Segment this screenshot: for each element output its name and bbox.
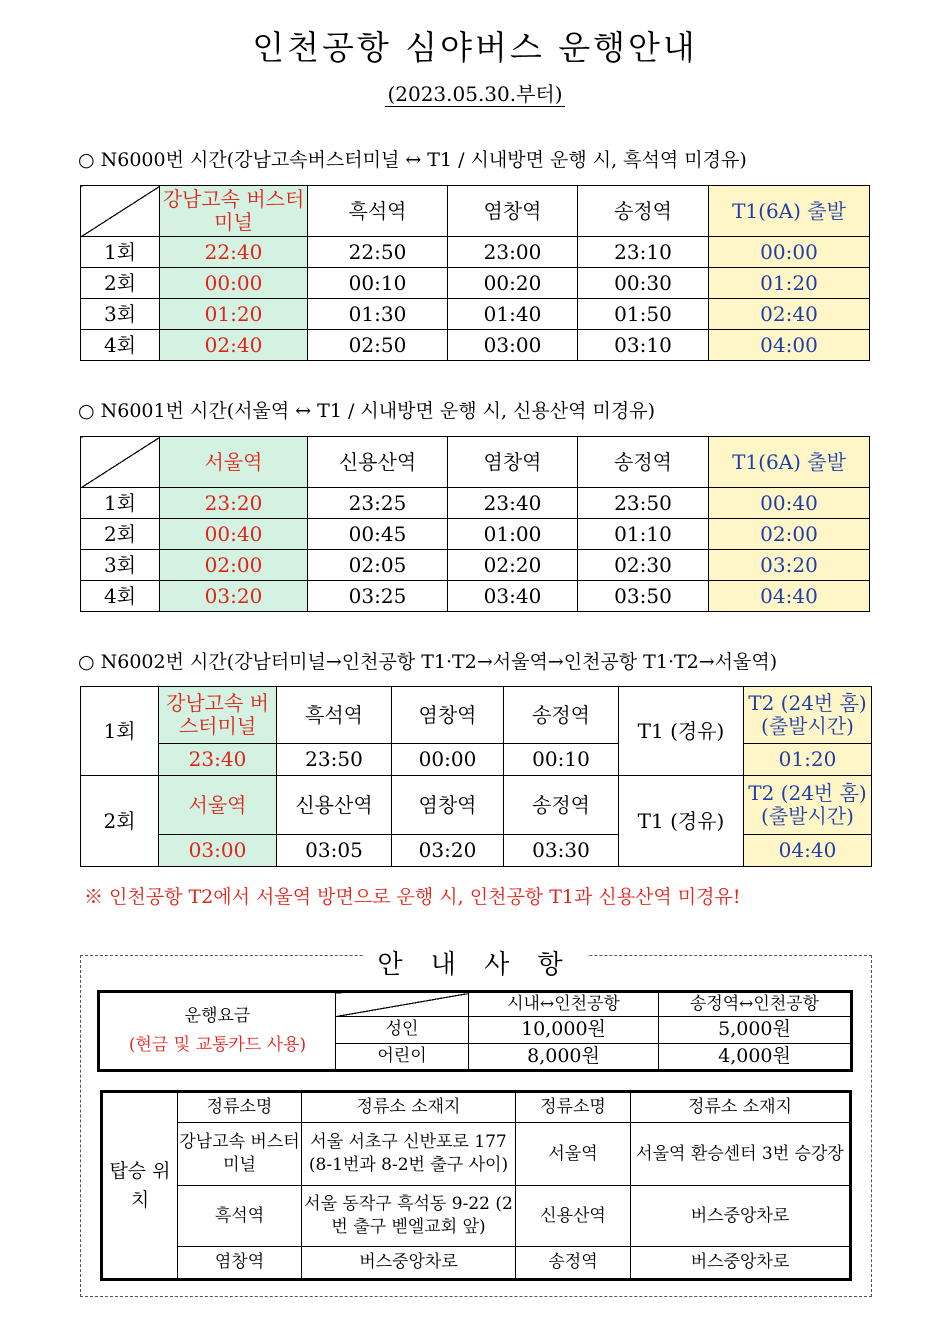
time-cell: 23:50 xyxy=(277,744,392,776)
corner-cell xyxy=(336,993,469,1017)
time-cell: 04:40 xyxy=(709,581,870,612)
col-header: 염창역 xyxy=(448,186,578,237)
time-cell: 03:00 xyxy=(159,835,277,867)
col-header: 송정역 xyxy=(578,437,709,488)
col-header: 송정역 xyxy=(504,776,619,835)
time-cell: 03:40 xyxy=(448,581,578,612)
stop-name: 송정역 xyxy=(516,1247,631,1279)
trip-label: 4회 xyxy=(81,330,160,361)
time-cell: 01:20 xyxy=(744,744,872,776)
time-cell: 03:00 xyxy=(448,330,578,361)
time-cell: 02:40 xyxy=(160,330,308,361)
table-row xyxy=(103,1247,850,1279)
table-row xyxy=(81,299,870,330)
time-cell: 00:40 xyxy=(709,488,870,519)
time-cell: 03:50 xyxy=(578,581,709,612)
n6002-heading: ○ N6002번 시간(강남터미널→인천공항 T1·T2→서울역→인천공항 T1·T2→서울역) xyxy=(78,651,778,673)
trip-label: 1회 xyxy=(81,488,160,519)
col-header: 염창역 xyxy=(392,776,504,835)
trip-label: 1회 xyxy=(81,237,160,268)
info-title-text: 안 내 사 항 xyxy=(363,950,586,980)
table-row xyxy=(103,1186,850,1247)
time-cell: 01:50 xyxy=(578,299,709,330)
time-cell: 02:20 xyxy=(448,550,578,581)
col-header: T2 (24번 홈) (출발시간) xyxy=(744,776,872,835)
trip-label: 2회 xyxy=(81,776,159,867)
col-header: 신용산역 xyxy=(277,776,392,835)
trip-label: 3회 xyxy=(81,299,160,330)
time-cell: 23:00 xyxy=(448,237,578,268)
col-header: T1(6A) 출발 xyxy=(709,186,870,237)
n6001-heading: ○ N6001번 시간(서울역 ↔ T1 / 시내방면 운행 시, 신용산역 미경유) xyxy=(78,400,655,422)
time-cell: 23:25 xyxy=(308,488,448,519)
table-row xyxy=(81,268,870,299)
col-header: 송정역↔인천공항 xyxy=(659,993,851,1017)
time-cell: 03:25 xyxy=(308,581,448,612)
time-cell: 02:30 xyxy=(578,550,709,581)
info-title xyxy=(80,944,870,981)
col-header: 송정역 xyxy=(504,687,619,744)
time-cell: 22:50 xyxy=(308,237,448,268)
time-cell: 01:40 xyxy=(448,299,578,330)
col-header: 시내↔인천공항 xyxy=(469,993,659,1017)
corner-cell xyxy=(81,186,160,237)
stop-location: 서울 동작구 흑석동 9-22 (2번 출구 벧엘교회 앞) xyxy=(302,1186,516,1247)
fare-table xyxy=(99,992,851,1070)
time-cell: 04:00 xyxy=(709,330,870,361)
table-row xyxy=(81,488,870,519)
time-cell: 00:10 xyxy=(308,268,448,299)
col-header: 서울역 xyxy=(160,437,308,488)
time-cell: 23:10 xyxy=(578,237,709,268)
via-cell: T1 (경유) xyxy=(619,687,744,776)
time-cell: 23:40 xyxy=(159,744,277,776)
trip-label: 1회 xyxy=(81,687,159,776)
boarding-table xyxy=(102,1092,850,1279)
time-cell: 23:50 xyxy=(578,488,709,519)
time-cell: 03:05 xyxy=(277,835,392,867)
time-cell: 01:20 xyxy=(160,299,308,330)
trip-label: 2회 xyxy=(81,268,160,299)
stop-name: 신용산역 xyxy=(516,1186,631,1247)
corner-cell xyxy=(81,437,160,488)
table-row xyxy=(81,330,870,361)
col-header: T1(6A) 출발 xyxy=(709,437,870,488)
time-cell: 03:20 xyxy=(709,550,870,581)
stop-location: 서울 서초구 신반포로 177 (8-1번과 8-2번 출구 사이) xyxy=(302,1123,516,1186)
time-cell: 22:40 xyxy=(160,237,308,268)
time-cell: 02:05 xyxy=(308,550,448,581)
fare-label-cell xyxy=(100,993,336,1070)
stop-location: 버스중앙차로 xyxy=(631,1247,850,1279)
trip-label: 2회 xyxy=(81,519,160,550)
time-cell: 01:10 xyxy=(578,519,709,550)
time-cell: 00:00 xyxy=(392,744,504,776)
col-header: 정류소명 xyxy=(516,1093,631,1123)
time-cell: 01:20 xyxy=(709,268,870,299)
col-header: 정류소명 xyxy=(178,1093,302,1123)
stop-name: 서울역 xyxy=(516,1123,631,1186)
table-row xyxy=(81,581,870,612)
time-cell: 00:45 xyxy=(308,519,448,550)
time-cell: 01:30 xyxy=(308,299,448,330)
col-header: 강남고속 버스터미널 xyxy=(160,186,308,237)
stop-location: 버스중앙차로 xyxy=(631,1186,850,1247)
col-header: 염창역 xyxy=(392,687,504,744)
route-notice: ※ 인천공항 T2에서 서울역 방면으로 운행 시, 인천공항 T1과 신용산역 미경유! xyxy=(84,886,741,908)
n6000-heading: ○ N6000번 시간(강남고속버스터미널 ↔ T1 / 시내방면 운행 시, 흑석역 미경유) xyxy=(78,149,747,171)
time-cell: 01:00 xyxy=(448,519,578,550)
time-cell: 23:20 xyxy=(160,488,308,519)
stop-location: 버스중앙차로 xyxy=(302,1247,516,1279)
time-cell: 00:20 xyxy=(448,268,578,299)
fare-value: 4,000원 xyxy=(659,1043,851,1070)
n6000-timetable xyxy=(80,185,870,361)
time-cell: 04:40 xyxy=(744,835,872,867)
time-cell: 03:10 xyxy=(578,330,709,361)
time-cell: 00:00 xyxy=(160,268,308,299)
fare-label: 운행요금 xyxy=(184,1006,251,1027)
stop-name: 흑석역 xyxy=(178,1186,302,1247)
time-cell: 00:10 xyxy=(504,744,619,776)
col-header: 서울역 xyxy=(159,776,277,835)
time-cell: 00:00 xyxy=(709,237,870,268)
fare-type: 성인 xyxy=(336,1017,469,1044)
table-row xyxy=(81,519,870,550)
time-cell: 00:40 xyxy=(160,519,308,550)
n6002-timetable xyxy=(80,686,872,867)
col-header: 정류소 소재지 xyxy=(631,1093,850,1123)
time-cell: 02:40 xyxy=(709,299,870,330)
table-row xyxy=(81,744,872,776)
time-cell: 02:50 xyxy=(308,330,448,361)
fare-value: 10,000원 xyxy=(469,1017,659,1044)
time-cell: 03:20 xyxy=(160,581,308,612)
col-header: 흑석역 xyxy=(308,186,448,237)
fare-value: 5,000원 xyxy=(659,1017,851,1044)
time-cell: 03:20 xyxy=(392,835,504,867)
stop-name: 강남고속 버스터미널 xyxy=(178,1123,302,1186)
stop-location: 서울역 환승센터 3번 승강장 xyxy=(631,1123,850,1186)
fare-value: 8,000원 xyxy=(469,1043,659,1070)
boarding-label: 탑승 위치 xyxy=(103,1093,178,1279)
via-cell: T1 (경유) xyxy=(619,776,744,867)
col-header: 신용산역 xyxy=(308,437,448,488)
col-header: 흑석역 xyxy=(277,687,392,744)
col-header: 정류소 소재지 xyxy=(302,1093,516,1123)
stop-name: 염창역 xyxy=(178,1247,302,1279)
time-cell: 02:00 xyxy=(709,519,870,550)
time-cell: 02:00 xyxy=(160,550,308,581)
col-header: 염창역 xyxy=(448,437,578,488)
table-row xyxy=(81,550,870,581)
table-row xyxy=(103,1123,850,1186)
time-cell: 23:40 xyxy=(448,488,578,519)
page-title: 인천공항 심야버스 운행안내 xyxy=(252,28,698,67)
fare-note: (현금 및 교통카드 사용) xyxy=(128,1035,307,1056)
trip-label: 3회 xyxy=(81,550,160,581)
n6001-timetable xyxy=(80,436,870,612)
table-row xyxy=(81,237,870,268)
col-header: 강남고속 버스터미널 xyxy=(159,687,277,744)
time-cell: 03:30 xyxy=(504,835,619,867)
table-row xyxy=(81,835,872,867)
col-header: 송정역 xyxy=(578,186,709,237)
col-header: T2 (24번 홈) (출발시간) xyxy=(744,687,872,744)
effective-date xyxy=(0,78,950,107)
fare-type: 어린이 xyxy=(336,1043,469,1070)
time-cell: 00:30 xyxy=(578,268,709,299)
effective-date-text: (2023.05.30.부터) xyxy=(387,82,563,106)
trip-label: 4회 xyxy=(81,581,160,612)
